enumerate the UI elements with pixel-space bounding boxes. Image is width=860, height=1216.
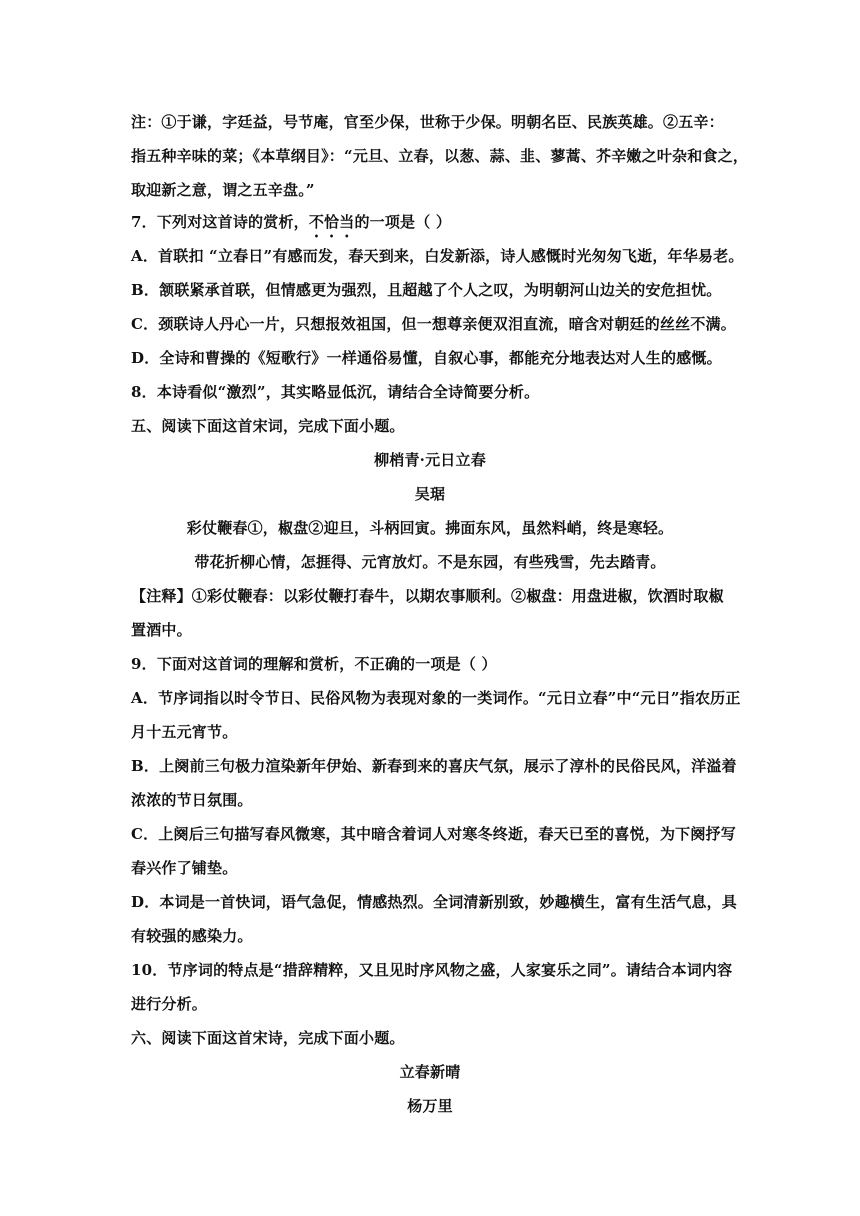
poem-title-1: 柳梢青·元日立春 (374, 451, 486, 469)
section-6-heading: 六、阅读下面这首宋诗，完成下面小题。 (131, 1029, 405, 1047)
question-10-line-1: 10．节序词的特点是“措辞精粹，又且见时序风物之盛，人家宴乐之同”。请结合本词内容 (131, 961, 733, 979)
question-9-option-a-line-1: A．节序词指以时令节日、民俗风物为表现对象的一类词作。“元日立春”中“元日”指农历正 (131, 689, 741, 707)
poem-verse-2: 带花折柳心情，怎捱得、元宵放灯。不是东园，有些残雪，先去踏青。 (194, 553, 666, 571)
question-7-option-d: D．全诗和曹操的《短歌行》一样通俗易懂，自叙心事，都能充分地表达对人生的感慨。 (131, 349, 722, 367)
question-7-stem-suffix: 的一项是（ ） (354, 213, 452, 231)
question-7-option-a: A．首联扣 “立春日”有感而发，春天到来，白发新添，诗人感慨时光匆匆飞逝，年华易老。 (131, 247, 744, 265)
note-line-1: 注：①于谦，字廷益，号节庵，官至少保，世称于少保。明朝名臣、民族英雄。②五辛： (131, 113, 724, 131)
question-10-line-2: 进行分析。 (131, 995, 208, 1013)
poem-verse-1: 彩仗鞭春①，椒盘②迎旦，斗柄回寅。拂面东风，虽然料峭，终是寒轻。 (186, 519, 674, 537)
note-line-3: 取迎新之意，谓之五辛盘。” (131, 181, 315, 199)
question-9-stem: 9．下面对这首词的理解和赏析，不正确的一项是（ ） (131, 655, 497, 673)
question-7-stem-prefix: 7．下列对这首诗的赏析， (131, 213, 309, 231)
poem-author-1: 吴琚 (414, 485, 446, 503)
question-9-option-a-line-2: 月十五元宵节。 (131, 723, 238, 741)
poem-author-2: 杨万里 (407, 1097, 453, 1115)
question-9-option-c-line-2: 春兴作了铺垫。 (131, 859, 238, 877)
annotation-line-2: 置酒中。 (131, 621, 192, 639)
question-7-option-c: C．颈联诗人丹心一片，只想报效祖国，但一想尊亲便双泪直流，暗含对朝廷的丝丝不满。 (131, 315, 736, 333)
question-9-option-d-line-1: D．本词是一首快词，语气急促，情感热烈。全词清新别致，妙趣横生，富有生活气息，具 (131, 893, 738, 911)
question-8: 8．本诗看似“激烈”，其实略显低沉，请结合全诗简要分析。 (131, 383, 540, 401)
poem-title-2: 立春新晴 (399, 1063, 461, 1081)
question-7-option-b: B．颔联紧承首联，但情感更为强烈，且超越了个人之叹，为明朝河山边关的安危担忧。 (131, 281, 722, 299)
note-line-2: 指五种辛味的菜；《本草纲目》：“元旦、立春，以葱、蒜、韭、蓼蒿、芥辛嫩之叶杂和食之， (131, 147, 749, 165)
annotation-line-1: 【注释】①彩仗鞭春：以彩仗鞭打春牛，以期农事顺利。②椒盘：用盘进椒，饮酒时取椒 (131, 587, 724, 605)
question-9-option-c-line-1: C．上阕后三句描写春风微寒，其中暗含着词人对寒冬终逝，春天已至的喜悦，为下阕抒写 (131, 825, 736, 843)
question-9-option-d-line-2: 有较强的感染力。 (131, 927, 253, 945)
question-7-stem (131, 212, 731, 241)
question-7-stem-emphasis: 不恰当 (308, 213, 355, 231)
question-9-option-b-line-1: B．上阕前三句极力渲染新年伊始、新春到来的喜庆气氛，展示了淳朴的民俗民风，洋溢着 (131, 757, 737, 775)
section-5-heading: 五、阅读下面这首宋词，完成下面小题。 (131, 417, 405, 435)
question-9-option-b-line-2: 浓浓的节日氛围。 (131, 791, 253, 809)
